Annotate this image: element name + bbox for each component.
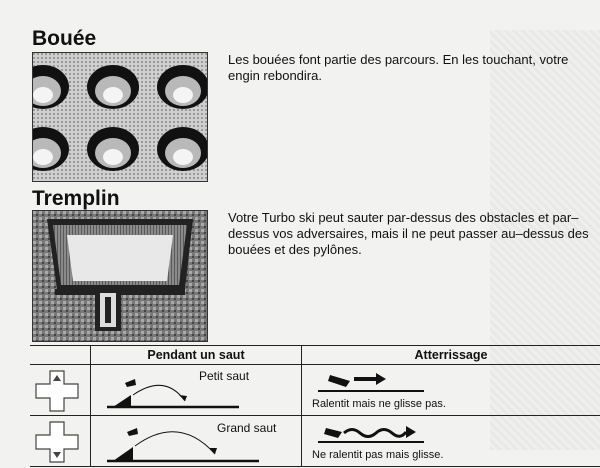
dpad-down-icon [35,421,79,468]
landing-no-slide-icon [316,367,426,395]
ramp-sprite-icon [32,210,208,342]
table-header-control [30,346,91,365]
jump-label: Petit saut [199,369,250,383]
section-text-bouee: Les bouées font partie des parcours. En les touchant, votre engin rebondira. [228,52,569,83]
jump-table [30,345,600,467]
dpad-up-icon [35,370,79,417]
table-row [30,416,600,467]
landing-note: Ralentit mais ne glisse pas. [312,398,446,410]
table-cell-landing [302,416,600,467]
jump-label: Grand saut [217,421,277,435]
table-cell-landing [302,365,600,416]
landing-slide-icon [316,418,426,446]
section-text-tremplin: Votre Turbo ski peut sauter par-dessus des obstacles et par–dessus vos adversaires, mais il ne peut passer au–dessus des bouées et des pylônes. [228,210,589,257]
table-cell-control [30,365,91,416]
landing-note: Ne ralentit pas mais glisse. [312,449,444,461]
table-cell-jump [91,416,302,467]
buoy-sprite-icon [32,52,208,182]
table-cell-control [30,416,91,467]
section-title-tremplin: Tremplin [32,187,120,210]
table-row [30,365,600,416]
section-title-bouee: Bouée [32,27,97,50]
table-header-landing: Atterrissage [302,346,600,365]
table-cell-jump [91,365,302,416]
table-header-row [30,346,600,365]
table-header-jump: Pendant un saut [91,346,302,365]
